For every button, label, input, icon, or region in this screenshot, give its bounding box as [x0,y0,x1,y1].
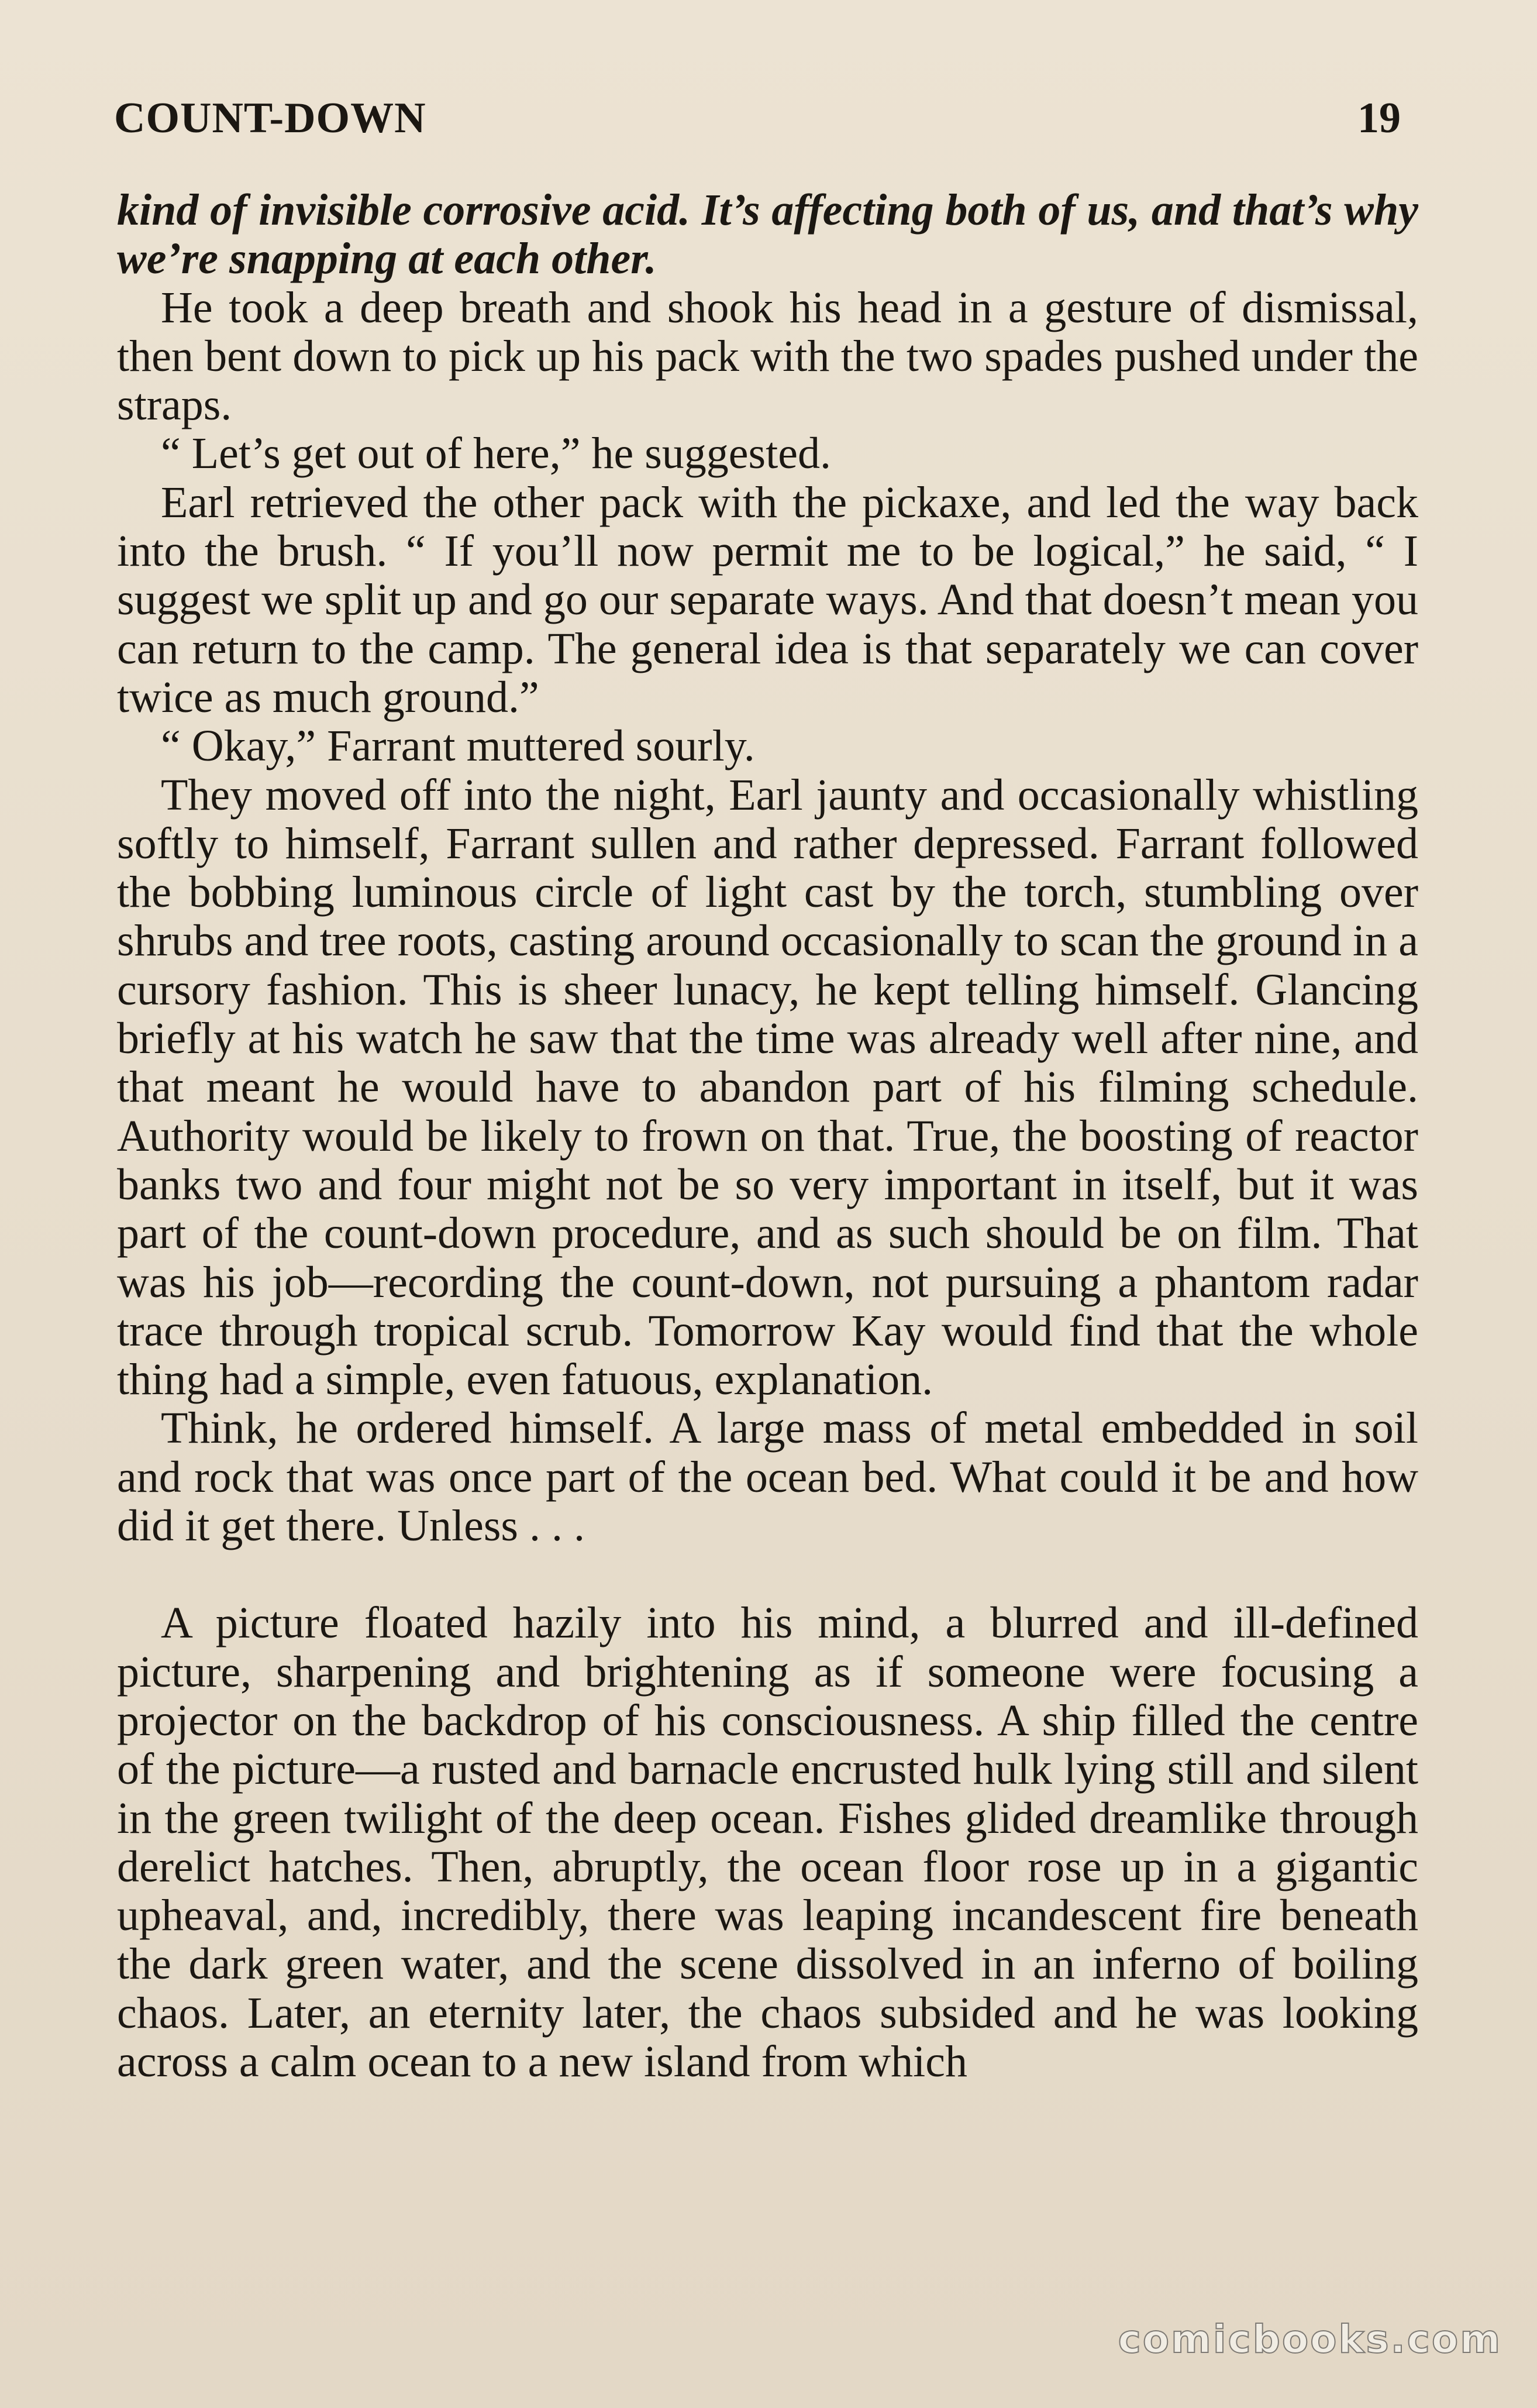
running-title: COUNT-DOWN [114,94,426,142]
paragraph: He took a deep breath and shook his head in a gesture of dismissal, then bent down to pick up his pack with the two spades pushed under the straps. [117,283,1418,430]
paragraph-continuation: kind of invisible corrosive acid. It’s affecting both of us, and that’s why we’re snapping at each other. [117,185,1418,284]
page-number: 19 [1357,94,1401,142]
body-text [117,186,1418,2086]
paragraph: A picture floated hazily into his mind, a blurred and ill-defined picture, sharpening and brightening as if someone were focusing a projector on the backdrop of his consciousness. A ship filled the centre of the picture—a rusted and barnacle encrusted hulk lying still and silent in the green twilight of the deep ocean. Fishes glided dreamlike through derelict hatches. Then, abruptly, the ocean floor rose up in a gigantic upheaval, and, incredibly, there was leaping incandescent fire beneath the dark green water, and the scene dissolved in an inferno of boiling chaos. Later, an eternity later, the chaos subsided and he was looking across a calm ocean to a new island from which [117,1598,1418,2086]
paragraph: Earl retrieved the other pack with the pickaxe, and led the way back into the brush. “ If you’ll now permit me to be logical,” he said, “ I suggest we split up and go our separate ways. And that doesn’t mean you can return to the camp. The general idea is that separately we can cover twice as much ground.” [117,477,1418,722]
paragraph: They moved off into the night, Earl jaunty and occasionally whistling softly to himself, Farrant sullen and rather depressed. Farrant followed the bobbing luminous circle of light cast by the torch, stumbling over shrubs and tree roots, casting around occasionally to scan the ground in a cursory fashion. This is sheer lunacy, he kept telling himself. Glancing briefly at his watch he saw that the time was already well after nine, and that meant he would have to abandon part of his filming schedule. Authority would be likely to frown on that. True, the boosting of reactor banks two and four might not be so very important in itself, but it was part of the count-down procedure, and as such should be on film. That was his job—recording the count-down, not pursuing a phantom radar trace through tropical scrub. Tomorrow Kay would find that the whole thing had a simple, even fatuous, explanation. [117,770,1418,1405]
watermark-logo: comicbooks.com [1118,2317,1502,2362]
paragraph: “ Let’s get out of here,” he suggested. [161,429,831,479]
running-head [114,94,1401,146]
paragraph: Think, he ordered himself. A large mass of metal embedded in soil and rock that was once part of the ocean bed. What could it be and how did it get there. Unless . . . [117,1403,1418,1551]
paragraph: “ Okay,” Farrant muttered sourly. [161,721,755,771]
